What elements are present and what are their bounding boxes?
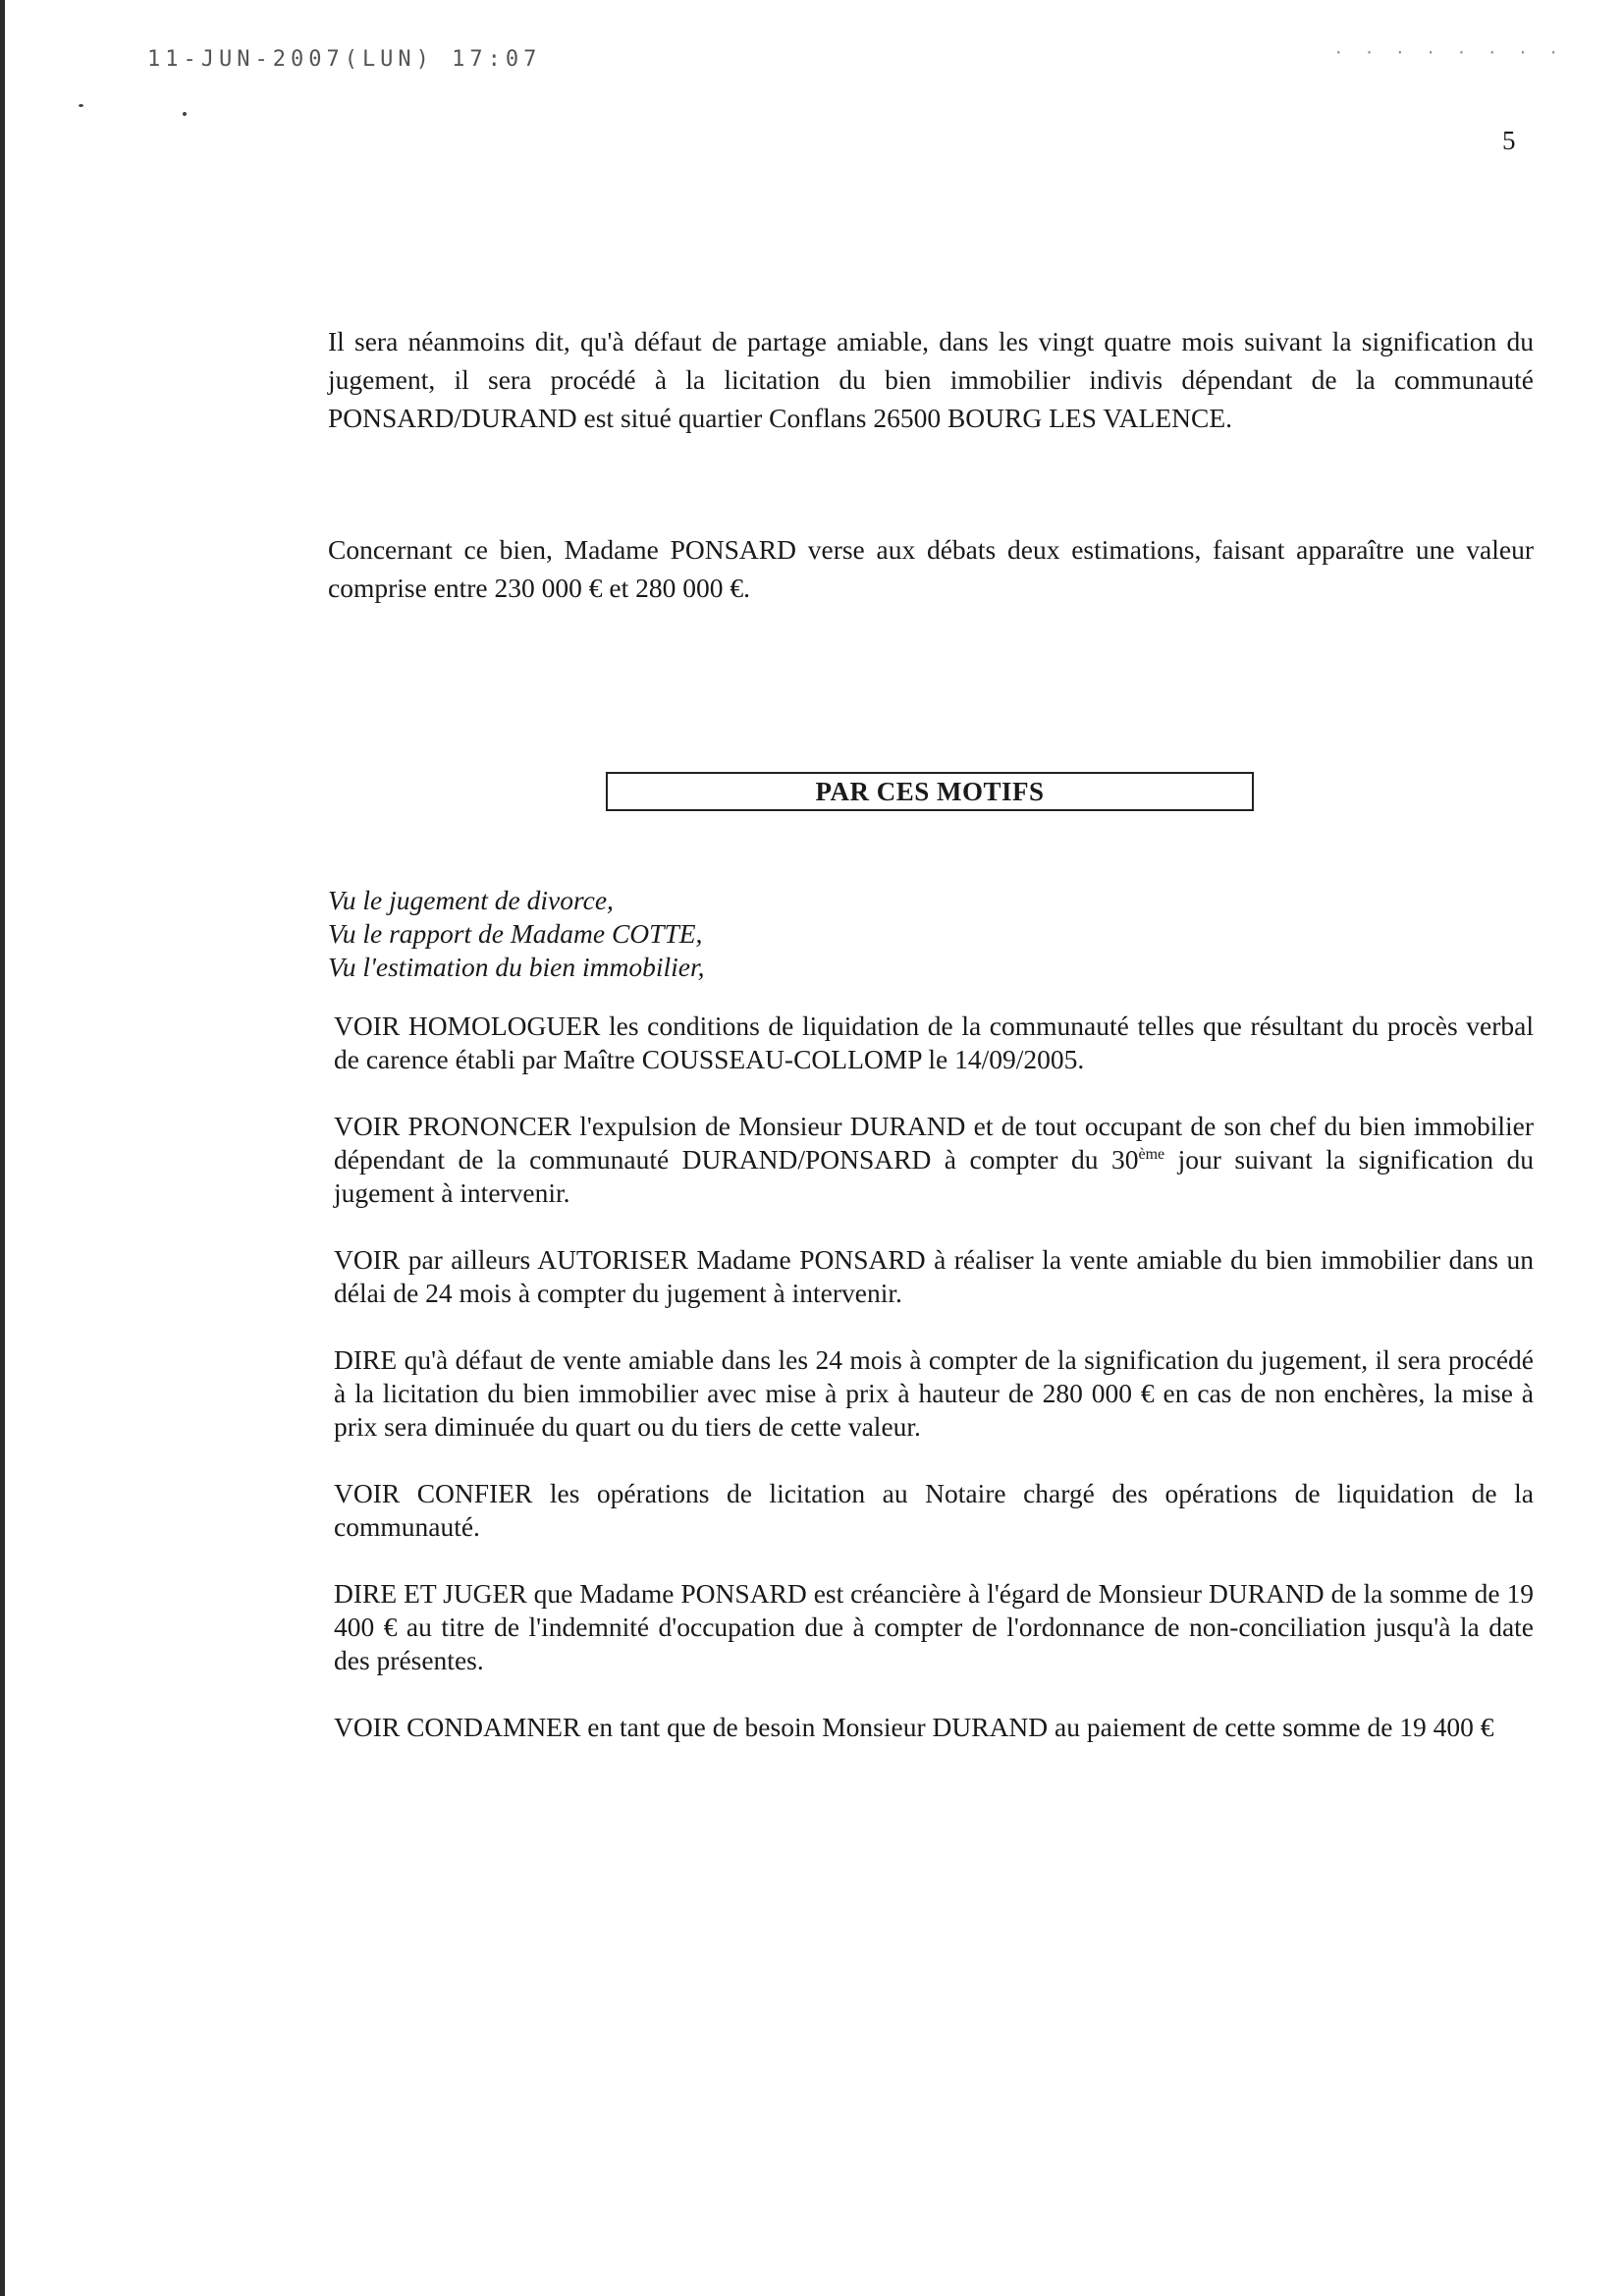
fax-header-marks: · · · · · · · ·: [1333, 43, 1564, 62]
disposition-confier: VOIR CONFIER les opérations de licitation au Notaire chargé des opérations de liquidation de la communauté.: [334, 1478, 1534, 1542]
disposition-dire: DIRE qu'à défaut de vente amiable dans les 24 mois à compter de la signification du jugement, il sera procédé à la licitation du bien immobilier avec mise à prix à hauteur de 280 000 € en cas de non enchères, la mise à prix sera diminuée du quart ou du tiers de cette valeur.: [334, 1344, 1534, 1442]
section-heading-box: [606, 772, 1254, 811]
scan-speck: [183, 112, 187, 116]
paragraph-text: Concernant ce bien, Madame PONSARD verse aux débats deux estimations, faisant apparaître une valeur comprise entre 230 000 € et 280 000 €.: [328, 534, 1534, 603]
section-title: PAR CES MOTIFS: [815, 776, 1045, 806]
scan-left-edge: [0, 0, 5, 2296]
intro-paragraph-estimations: [328, 530, 1534, 607]
disposition-homologuer: VOIR HOMOLOGUER les conditions de liquidation de la communauté telles que résultant du procès verbal de carence établi par Maître COUSSEAU-COLLOMP le 14/09/2005.: [334, 1011, 1534, 1074]
scan-speck: [79, 104, 83, 107]
visas-list: [328, 884, 1310, 984]
page-number: 5: [1502, 126, 1516, 155]
visa-item: Vu le jugement de divorce,: [328, 885, 614, 915]
visa-item: Vu l'estimation du bien immobilier,: [328, 952, 705, 982]
disposition-text: VOIR PRONONCER l'expulsion de Monsieur DURAND et de tout occupant de son chef du bien immobilier dépendant de la communauté DURAND/PONSARD à compter du 30: [334, 1111, 1534, 1175]
paragraph-text: Il sera néanmoins dit, qu'à défaut de partage amiable, dans les vingt quatre mois suivant la signification du jugement, il sera procédé à la licitation du bien immobilier indivis dépendant de la communauté PONSARD/DURAND est situé quartier Conflans 26500 BOURG LES VALENCE.: [328, 326, 1534, 433]
fax-timestamp: 11-JUN-2007(LUN) 17:07: [147, 47, 542, 72]
disposition-autoriser: VOIR par ailleurs AUTORISER Madame PONSARD à réaliser la vente amiable du bien immobilier dans un délai de 24 mois à compter du jugement à intervenir.: [334, 1244, 1534, 1308]
visa-item: Vu le rapport de Madame COTTE,: [328, 918, 703, 949]
disposition-prononcer: [334, 1110, 1534, 1210]
disposition-text: jour suivant la signification du jugement à intervenir.: [334, 1144, 1534, 1208]
intro-paragraph-licitation: [328, 322, 1534, 437]
disposition-condamner: VOIR CONDAMNER en tant que de besoin Monsieur DURAND au paiement de cette somme de 19 400 €: [334, 1712, 1494, 1742]
ordinal-suffix: ème: [1138, 1145, 1165, 1163]
dispositions: [334, 1010, 1534, 1744]
disposition-juger: DIRE ET JUGER que Madame PONSARD est créancière à l'égard de Monsieur DURAND de la somme de 19 400 € au titre de l'indemnité d'occupation due à compter de l'ordonnance de non-conciliation jusqu'à la date des présentes.: [334, 1578, 1534, 1675]
